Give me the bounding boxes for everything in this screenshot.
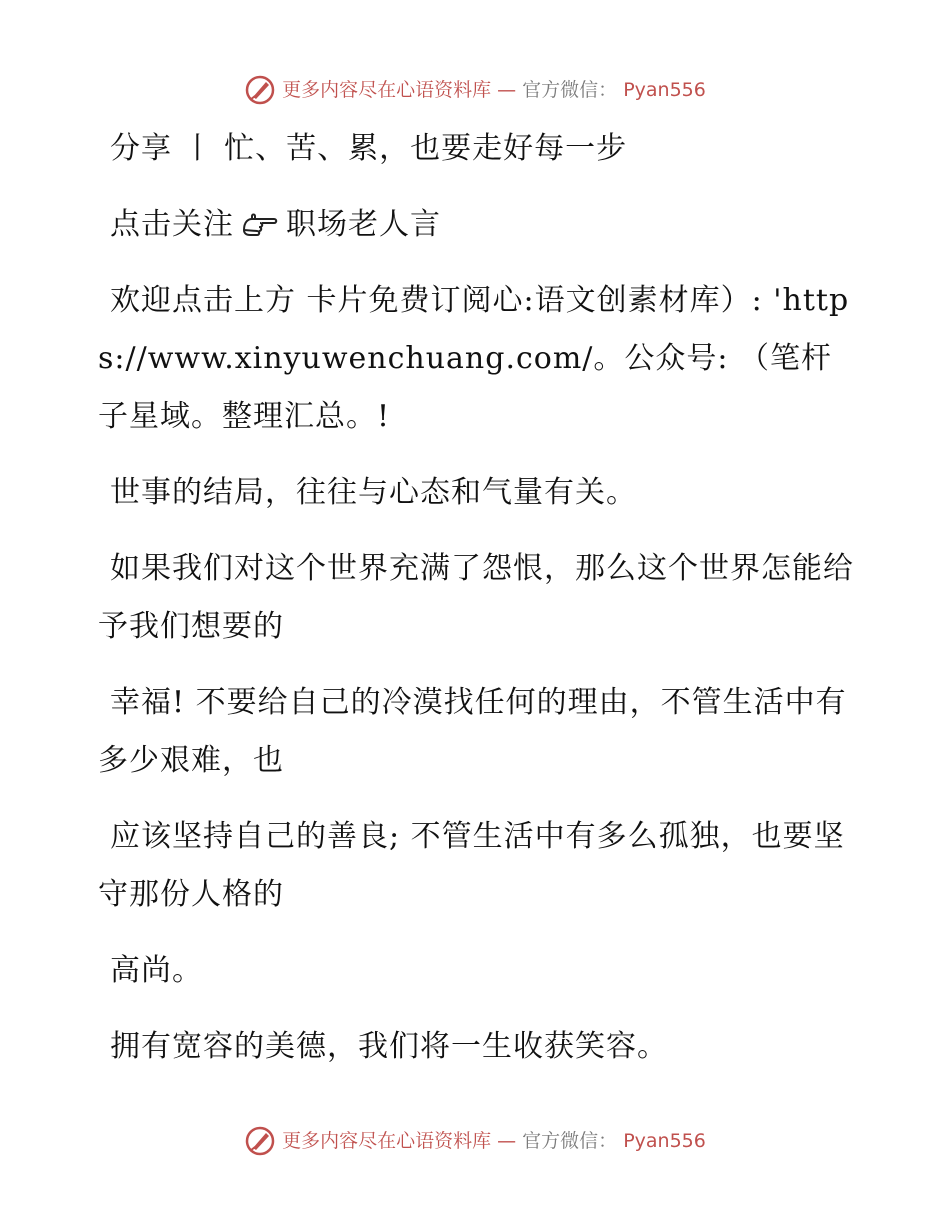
quill-logo-icon: [244, 74, 276, 106]
watermark-dash: —: [497, 79, 517, 101]
watermark-id: Pyan556: [623, 1130, 706, 1152]
document-body: [98, 120, 858, 1094]
paragraph-subscribe: 欢迎点击上方 卡片免费订阅心:语文创素材库）: 'https://www.xinyuwenchuang.com/。公众号: （笔杆子星域。整理汇总。!: [98, 283, 850, 434]
follow-account: 职场老人言: [286, 207, 441, 242]
paragraph-title: 分享 丨 忙、苦、累，也要走好每一步: [110, 131, 628, 166]
paragraph-follow: [98, 196, 858, 254]
watermark-text: 更多内容尽在心语资料库: [282, 1130, 492, 1152]
paragraph-6: 拥有宽容的美德，我们将一生收获笑容。: [110, 1029, 668, 1064]
watermark-text: 更多内容尽在心语资料库: [282, 79, 492, 101]
paragraph-3: 幸福! 不要给自己的冷漠找任何的理由，不管生活中有多少艰难，也: [98, 685, 847, 778]
watermark-dash: —: [497, 1130, 517, 1152]
watermark-label: 官方微信：: [522, 79, 618, 101]
watermark-label: 官方微信：: [522, 1130, 618, 1152]
paragraph-4: 应该坚持自己的善良; 不管生活中有多么孤独，也要坚守那份人格的: [98, 819, 845, 912]
footer-watermark: [0, 1125, 950, 1157]
pointing-hand-icon: [240, 210, 280, 238]
quill-logo-icon: [244, 1125, 276, 1157]
paragraph-2: 如果我们对这个世界充满了怨恨，那么这个世界怎能给予我们想要的: [98, 551, 854, 644]
header-watermark: [0, 74, 950, 106]
paragraph-5: 高尚。: [110, 953, 203, 988]
watermark-id: Pyan556: [623, 79, 706, 101]
paragraph-1: 世事的结局，往往与心态和气量有关。: [110, 475, 637, 510]
follow-prefix: 点击关注: [110, 207, 234, 242]
